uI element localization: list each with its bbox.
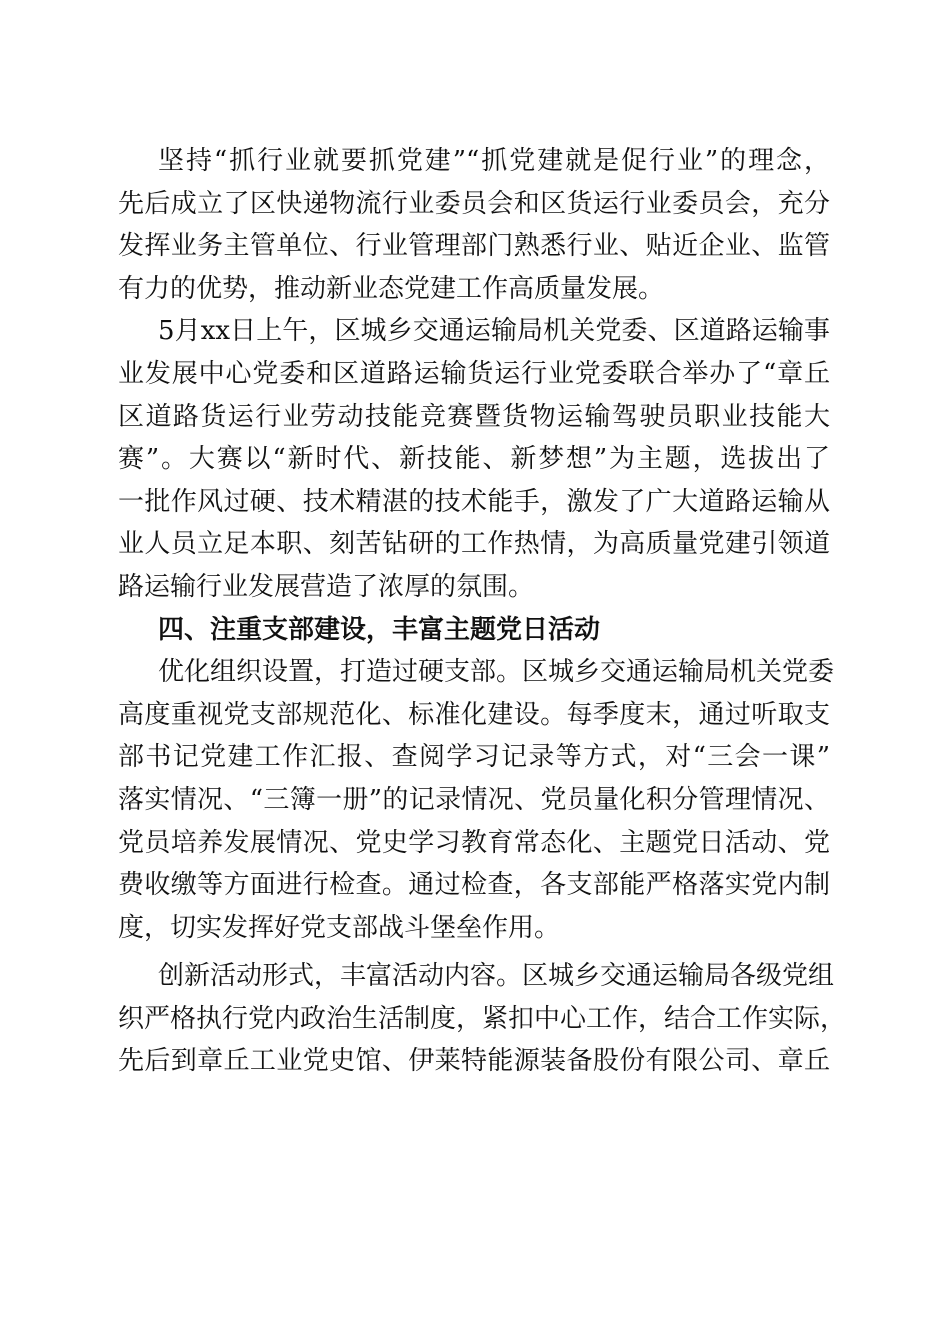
paragraph-4 xyxy=(118,955,847,1083)
section-heading xyxy=(118,609,830,652)
paragraph-line: 业发展中心党委和区道路运输货运行业党委联合举办了“章丘 xyxy=(118,358,830,389)
paragraph-line: 部书记党建工作汇报、查阅学习记录等方式，对“三会一课” xyxy=(118,742,830,773)
paragraph-line: 先后成立了区快递物流行业委员会和区货运行业委员会，充分 xyxy=(118,188,830,219)
paragraph-line: 发挥业务主管单位、行业管理部门熟悉行业、贴近企业、监管 xyxy=(118,231,830,262)
paragraph-line: 赛”。大赛以“新时代、新技能、新梦想”为主题，选拔出了 xyxy=(118,444,830,475)
paragraph-line: 坚持“抓行业就要抓党建”“抓党建就是促行业”的理念， xyxy=(158,146,830,176)
paragraph-line: 路运输行业发展营造了浓厚的氛围。 xyxy=(118,571,535,602)
paragraph-line: 业人员立足本职、刻苦钻研的工作热情，为高质量党建引领道 xyxy=(118,529,830,560)
paragraph-line: 费收缴等方面进行检查。通过检查，各支部能严格落实党内制 xyxy=(118,870,830,901)
paragraph-2 xyxy=(118,310,830,608)
paragraph-line: 一批作风过硬、技术精湛的技术能手，激发了广大道路运输从 xyxy=(118,486,830,517)
paragraph-1 xyxy=(118,140,830,310)
paragraph-line: 5月xx日上午，区城乡交通运输局机关党委、区道路运输事 xyxy=(158,316,830,347)
section-heading-text: 四、注重支部建设，丰富主题党日活动 xyxy=(158,614,601,645)
paragraph-3 xyxy=(118,651,835,949)
paragraph-line: 织严格执行党内政治生活制度，紧扣中心工作，结合工作实际， xyxy=(118,1003,847,1034)
paragraph-line: 有力的优势，推动新业态党建工作高质量发展。 xyxy=(118,273,665,304)
paragraph-line: 区道路货运行业劳动技能竞赛暨货物运输驾驶员职业技能大 xyxy=(118,401,830,432)
paragraph-line: 落实情况、“三簿一册”的记录情况、党员量化积分管理情况、 xyxy=(118,784,830,815)
paragraph-line: 优化组织设置，打造过硬支部。区城乡交通运输局机关党委 xyxy=(158,657,835,688)
paragraph-line: 高度重视党支部规范化、标准化建设。每季度末，通过听取支 xyxy=(118,699,830,730)
document-body xyxy=(118,140,847,1083)
paragraph-line: 先后到章丘工业党史馆、伊莱特能源装备股份有限公司、章丘 xyxy=(118,1046,830,1077)
paragraph-line: 创新活动形式，丰富活动内容。区城乡交通运输局各级党组 xyxy=(158,961,835,992)
paragraph-line: 度，切实发挥好党支部战斗堡垒作用。 xyxy=(118,912,561,943)
paragraph-line: 党员培养发展情况、党史学习教育常态化、主题党日活动、党 xyxy=(118,827,830,858)
